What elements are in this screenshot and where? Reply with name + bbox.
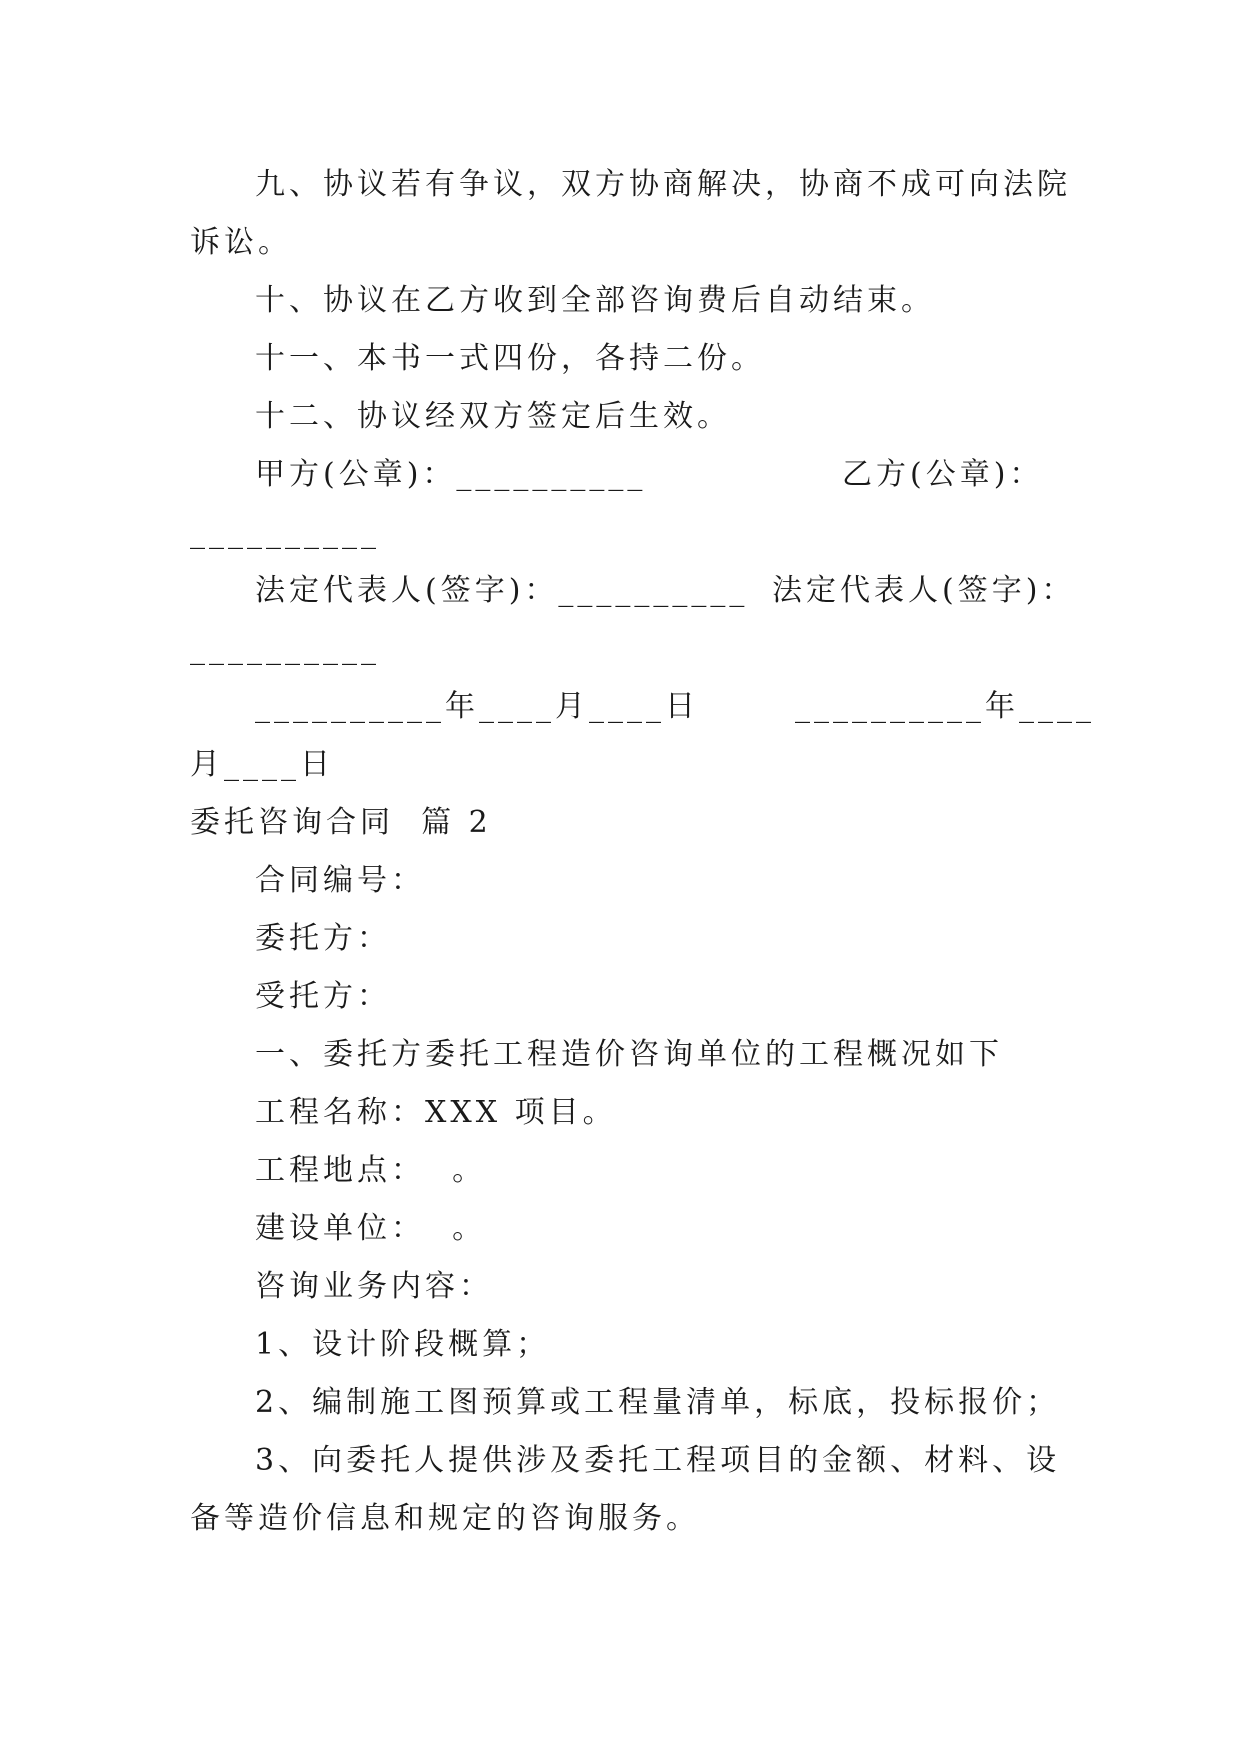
party-a-date: __________年____月____日 bbox=[255, 689, 699, 724]
project-name: 工程名称：XXX 项目。 bbox=[255, 1095, 617, 1130]
client: 委托方： bbox=[255, 921, 391, 956]
project-location: 工程地点： 。 bbox=[255, 1153, 487, 1188]
party-b-seal: 乙方(公章)： bbox=[842, 457, 1044, 492]
party-b-representative-blank: __________ bbox=[190, 631, 380, 666]
scope-item-3: 3、向委托人提供涉及委托工程项目的金额、材料、设 bbox=[255, 1443, 1061, 1478]
section-one-heading: 一、委托方委托工程造价咨询单位的工程概况如下 bbox=[255, 1037, 1003, 1072]
party-b-seal-blank: __________ bbox=[190, 515, 380, 550]
party-a-representative: 法定代表人(签字)：__________ bbox=[255, 573, 749, 608]
construction-unit: 建设单位： 。 bbox=[255, 1211, 487, 1246]
party-b-date-cont: 月____日 bbox=[190, 747, 334, 782]
clause-eleven: 十一、本书一式四份，各持二份。 bbox=[255, 341, 765, 376]
clause-nine: 九、协议若有争议，双方协商解决，协商不成可向法院 bbox=[255, 167, 1071, 202]
contract-number: 合同编号： bbox=[255, 863, 425, 898]
party-b-representative: 法定代表人(签字)： bbox=[772, 573, 1076, 608]
clause-twelve: 十二、协议经双方签定后生效。 bbox=[255, 399, 731, 434]
party-a-seal: 甲方(公章)：__________ bbox=[255, 457, 647, 492]
section-title: 委托咨询合同 篇 2 bbox=[190, 805, 492, 840]
consulting-scope-heading: 咨询业务内容： bbox=[255, 1269, 493, 1304]
scope-item-3-cont: 备等造价信息和规定的咨询服务。 bbox=[190, 1501, 700, 1536]
party-b-date: __________年____ bbox=[795, 689, 1095, 724]
contractor: 受托方： bbox=[255, 979, 391, 1014]
clause-nine-cont: 诉讼。 bbox=[190, 225, 292, 260]
clause-ten: 十、协议在乙方收到全部咨询费后自动结束。 bbox=[255, 283, 935, 318]
scope-item-2: 2、编制施工图预算或工程量清单，标底，投标报价； bbox=[255, 1385, 1061, 1420]
scope-item-1: 1、设计阶段概算； bbox=[255, 1327, 551, 1362]
